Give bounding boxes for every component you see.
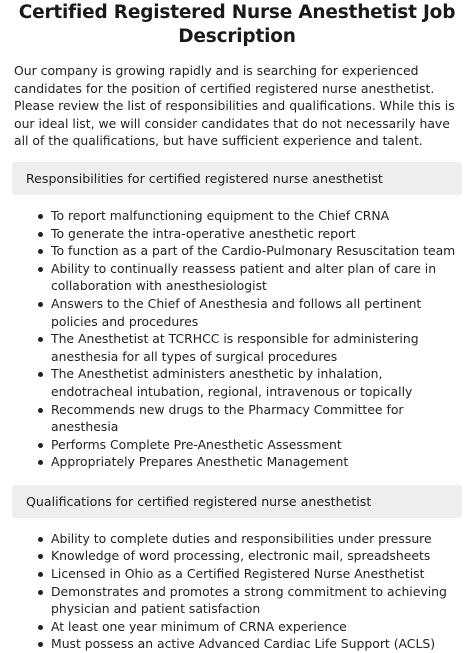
bullet-icon [38, 537, 43, 542]
bullet-icon [38, 372, 43, 377]
page-title: Certified Registered Nurse Anesthetist Job Description [18, 2, 456, 47]
list-item-text: Recommends new drugs to the Pharmacy Committee for anesthesia [51, 401, 404, 435]
list-item [38, 295, 462, 330]
list-item-text: The Anesthetist administers anesthetic by inhalation, endotracheal intubation, regional, intravenous or topically [51, 366, 413, 399]
list-item [38, 401, 462, 436]
bullet-icon [38, 337, 43, 342]
list-item [38, 207, 462, 225]
list-item [38, 453, 462, 471]
list-item-text: To generate the intra-operative anesthetic report [51, 225, 356, 241]
bullet-icon [38, 267, 43, 272]
list-item-text: Ability to complete duties and responsibilities under pressure [51, 530, 432, 546]
list-item [38, 583, 462, 618]
bullet-icon [38, 249, 43, 254]
bullet-icon [38, 214, 43, 219]
intro-paragraph: Our company is growing rapidly and is searching for experienced candidates for the position of certified registered nurse anesthetist. Please review the list of responsibilities and qualifications. While this is our ideal list, we will consider candidates that do not necessarily have all of the qualifications, but have sufficient experience and talent. [14, 63, 455, 149]
list-item-text: Must possess an active Advanced Cardiac Life Support (ACLS) [51, 636, 436, 652]
bullet-icon [38, 590, 43, 595]
responsibilities-list [12, 207, 462, 471]
list-item [38, 436, 462, 454]
list-item-text: To function as a part of the Cardio-Pulmonary Resuscitation team [51, 243, 456, 259]
qualifications-heading: Qualifications for certified registered nurse anesthetist [12, 485, 462, 518]
list-item-text: To report malfunctioning equipment to the Chief CRNA [51, 207, 390, 223]
list-item [38, 530, 462, 548]
list-item-text: Appropriately Prepares Anesthetic Management [51, 454, 349, 470]
bullet-icon [38, 232, 43, 237]
list-item-text: Performs Complete Pre-Anesthetic Assessment [51, 436, 342, 452]
bullet-icon [38, 625, 43, 630]
bullet-icon [38, 554, 43, 559]
list-item [38, 635, 462, 653]
list-item [38, 547, 462, 565]
list-item-text: The Anesthetist at TCRHCC is responsible for administering anesthesia for all types of surgical procedures [51, 331, 419, 364]
responsibilities-heading: Responsibilities for certified registered nurse anesthetist [12, 162, 462, 195]
bullet-icon [38, 460, 43, 465]
qualifications-list [12, 530, 462, 653]
list-item [38, 618, 462, 636]
list-item-text: Demonstrates and promotes a strong commitment to achieving physician and patient satisfaction [51, 583, 447, 617]
list-item-text: Licensed in Ohio as a Certified Registered Nurse Anesthetist [51, 566, 425, 582]
list-item [38, 365, 462, 400]
bullet-icon [38, 302, 43, 307]
list-item-text: At least one year minimum of CRNA experience [51, 618, 347, 634]
list-item [38, 330, 462, 365]
list-item-text: Answers to the Chief of Anesthesia and follows all pertinent policies and procedures [51, 295, 422, 329]
list-item [38, 260, 462, 295]
list-item-text: Knowledge of word processing, electronic mail, spreadsheets [51, 548, 431, 564]
list-item [38, 225, 462, 243]
list-item-text: Ability to continually reassess patient and alter plan of care in collaboration with anesthesiologist [51, 260, 437, 294]
list-item [38, 565, 462, 583]
list-item [38, 242, 462, 260]
bullet-icon [38, 443, 43, 448]
bullet-icon [38, 408, 43, 413]
bullet-icon [38, 572, 43, 577]
